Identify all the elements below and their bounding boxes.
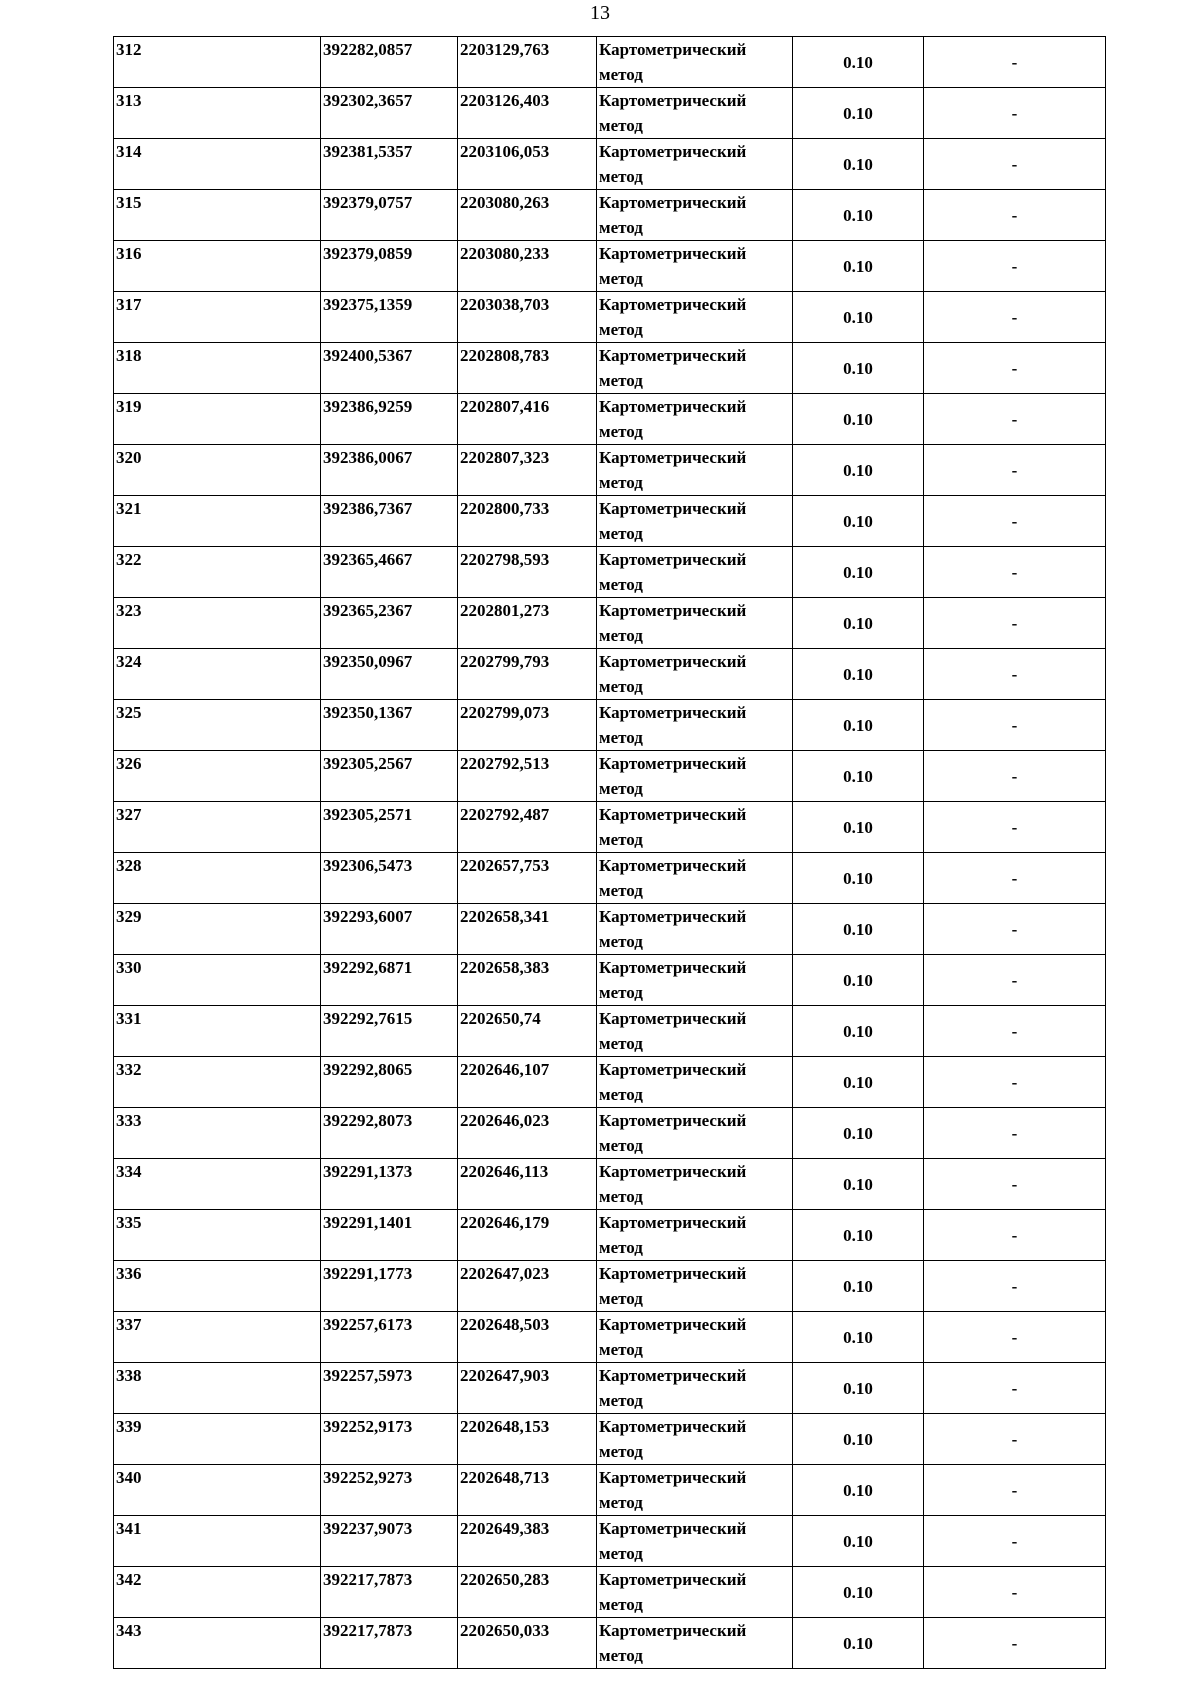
point-number-cell: 322 <box>114 547 321 598</box>
method-line-1: Картометрический <box>599 856 747 875</box>
description-cell: - <box>924 598 1106 649</box>
description-cell: - <box>924 547 1106 598</box>
y-coordinate-cell: 2202646,023 <box>458 1108 597 1159</box>
description-cell: - <box>924 1159 1106 1210</box>
x-coordinate-cell: 392381,5357 <box>321 139 458 190</box>
x-coordinate-cell: 392291,1773 <box>321 1261 458 1312</box>
x-coordinate-cell: 392302,3657 <box>321 88 458 139</box>
method-line-1: Картометрический <box>599 346 747 365</box>
method-line-2: метод <box>599 167 643 186</box>
table-row <box>114 700 1106 751</box>
page-number: 13 <box>590 2 610 24</box>
method-line-1: Картометрический <box>599 1009 747 1028</box>
method-cell <box>597 1414 793 1465</box>
description-cell: - <box>924 649 1106 700</box>
accuracy-cell: 0.10 <box>793 1312 924 1363</box>
point-number-cell: 318 <box>114 343 321 394</box>
point-number-cell: 320 <box>114 445 321 496</box>
method-cell <box>597 547 793 598</box>
method-line-1: Картометрический <box>599 1111 747 1130</box>
description-cell: - <box>924 751 1106 802</box>
point-number-cell: 331 <box>114 1006 321 1057</box>
y-coordinate-cell: 2202647,023 <box>458 1261 597 1312</box>
method-cell <box>597 649 793 700</box>
table-row <box>114 547 1106 598</box>
accuracy-cell: 0.10 <box>793 598 924 649</box>
method-line-1: Картометрический <box>599 244 747 263</box>
table-row <box>114 802 1106 853</box>
method-cell <box>597 1618 793 1669</box>
method-line-2: метод <box>599 881 643 900</box>
method-line-2: метод <box>599 218 643 237</box>
table-row <box>114 904 1106 955</box>
table-row <box>114 1465 1106 1516</box>
accuracy-cell: 0.10 <box>793 1567 924 1618</box>
table-row <box>114 1516 1106 1567</box>
method-line-1: Картометрический <box>599 499 747 518</box>
x-coordinate-cell: 392257,6173 <box>321 1312 458 1363</box>
x-coordinate-cell: 392291,1373 <box>321 1159 458 1210</box>
method-line-2: метод <box>599 1238 643 1257</box>
description-cell: - <box>924 1465 1106 1516</box>
point-number-cell: 333 <box>114 1108 321 1159</box>
table-row <box>114 751 1106 802</box>
accuracy-cell: 0.10 <box>793 700 924 751</box>
table-row <box>114 1414 1106 1465</box>
x-coordinate-cell: 392217,7873 <box>321 1567 458 1618</box>
method-cell <box>597 88 793 139</box>
x-coordinate-cell: 392379,0757 <box>321 190 458 241</box>
description-cell: - <box>924 37 1106 88</box>
accuracy-cell: 0.10 <box>793 1210 924 1261</box>
method-line-2: метод <box>599 524 643 543</box>
method-line-2: метод <box>599 1442 643 1461</box>
table-row <box>114 649 1106 700</box>
table-row <box>114 496 1106 547</box>
description-cell: - <box>924 1618 1106 1669</box>
point-number-cell: 323 <box>114 598 321 649</box>
method-cell <box>597 1465 793 1516</box>
method-line-1: Картометрический <box>599 550 747 569</box>
method-cell <box>597 496 793 547</box>
x-coordinate-cell: 392293,6007 <box>321 904 458 955</box>
y-coordinate-cell: 2202650,033 <box>458 1618 597 1669</box>
y-coordinate-cell: 2202648,153 <box>458 1414 597 1465</box>
x-coordinate-cell: 392292,8065 <box>321 1057 458 1108</box>
method-line-1: Картометрический <box>599 1213 747 1232</box>
y-coordinate-cell: 2202649,383 <box>458 1516 597 1567</box>
method-line-2: метод <box>599 1493 643 1512</box>
point-number-cell: 327 <box>114 802 321 853</box>
method-line-1: Картометрический <box>599 91 747 110</box>
y-coordinate-cell: 2202807,323 <box>458 445 597 496</box>
method-line-2: метод <box>599 677 643 696</box>
method-line-1: Картометрический <box>599 1162 747 1181</box>
method-line-1: Картометрический <box>599 295 747 314</box>
method-line-2: метод <box>599 1136 643 1155</box>
method-line-1: Картометрический <box>599 907 747 926</box>
table-row <box>114 88 1106 139</box>
point-number-cell: 324 <box>114 649 321 700</box>
point-number-cell: 326 <box>114 751 321 802</box>
point-number-cell: 341 <box>114 1516 321 1567</box>
accuracy-cell: 0.10 <box>793 751 924 802</box>
table-row <box>114 241 1106 292</box>
description-cell: - <box>924 445 1106 496</box>
point-number-cell: 340 <box>114 1465 321 1516</box>
description-cell: - <box>924 1363 1106 1414</box>
table-row <box>114 1618 1106 1669</box>
accuracy-cell: 0.10 <box>793 1261 924 1312</box>
point-number-cell: 321 <box>114 496 321 547</box>
method-line-1: Картометрический <box>599 1519 747 1538</box>
description-cell: - <box>924 1414 1106 1465</box>
accuracy-cell: 0.10 <box>793 1363 924 1414</box>
method-line-2: метод <box>599 116 643 135</box>
accuracy-cell: 0.10 <box>793 1108 924 1159</box>
method-line-2: метод <box>599 1187 643 1206</box>
method-line-2: метод <box>599 1340 643 1359</box>
x-coordinate-cell: 392291,1401 <box>321 1210 458 1261</box>
description-cell: - <box>924 88 1106 139</box>
y-coordinate-cell: 2202647,903 <box>458 1363 597 1414</box>
description-cell: - <box>924 955 1106 1006</box>
accuracy-cell: 0.10 <box>793 1414 924 1465</box>
method-line-2: метод <box>599 626 643 645</box>
x-coordinate-cell: 392386,0067 <box>321 445 458 496</box>
accuracy-cell: 0.10 <box>793 37 924 88</box>
method-line-1: Картометрический <box>599 448 747 467</box>
y-coordinate-cell: 2202807,416 <box>458 394 597 445</box>
method-line-1: Картометрический <box>599 1315 747 1334</box>
method-cell <box>597 853 793 904</box>
method-line-2: метод <box>599 1085 643 1104</box>
method-line-1: Картометрический <box>599 1468 747 1487</box>
method-line-1: Картометрический <box>599 652 747 671</box>
y-coordinate-cell: 2203080,263 <box>458 190 597 241</box>
y-coordinate-cell: 2202646,107 <box>458 1057 597 1108</box>
method-cell <box>597 292 793 343</box>
point-number-cell: 342 <box>114 1567 321 1618</box>
method-line-2: метод <box>599 1034 643 1053</box>
accuracy-cell: 0.10 <box>793 547 924 598</box>
description-cell: - <box>924 1567 1106 1618</box>
x-coordinate-cell: 392386,7367 <box>321 496 458 547</box>
method-line-1: Картометрический <box>599 754 747 773</box>
method-line-2: метод <box>599 575 643 594</box>
method-cell <box>597 1210 793 1261</box>
y-coordinate-cell: 2202799,073 <box>458 700 597 751</box>
table-row <box>114 1567 1106 1618</box>
accuracy-cell: 0.10 <box>793 292 924 343</box>
description-cell: - <box>924 1210 1106 1261</box>
method-line-1: Картометрический <box>599 805 747 824</box>
method-line-1: Картометрический <box>599 601 747 620</box>
method-cell <box>597 37 793 88</box>
table-row <box>114 1312 1106 1363</box>
description-cell: - <box>924 1312 1106 1363</box>
description-cell: - <box>924 904 1106 955</box>
method-line-1: Картометрический <box>599 142 747 161</box>
method-line-2: метод <box>599 1646 643 1665</box>
method-line-2: метод <box>599 1289 643 1308</box>
table-row <box>114 1057 1106 1108</box>
method-cell <box>597 241 793 292</box>
accuracy-cell: 0.10 <box>793 496 924 547</box>
accuracy-cell: 0.10 <box>793 88 924 139</box>
method-cell <box>597 1516 793 1567</box>
method-cell <box>597 1159 793 1210</box>
method-line-2: метод <box>599 65 643 84</box>
y-coordinate-cell: 2202650,283 <box>458 1567 597 1618</box>
point-number-cell: 314 <box>114 139 321 190</box>
method-line-1: Картометрический <box>599 1264 747 1283</box>
method-cell <box>597 700 793 751</box>
y-coordinate-cell: 2202646,179 <box>458 1210 597 1261</box>
method-line-2: метод <box>599 779 643 798</box>
x-coordinate-cell: 392257,5973 <box>321 1363 458 1414</box>
table-row <box>114 1261 1106 1312</box>
method-cell <box>597 1567 793 1618</box>
y-coordinate-cell: 2203129,763 <box>458 37 597 88</box>
x-coordinate-cell: 392350,0967 <box>321 649 458 700</box>
y-coordinate-cell: 2202792,487 <box>458 802 597 853</box>
method-line-2: метод <box>599 728 643 747</box>
point-number-cell: 336 <box>114 1261 321 1312</box>
accuracy-cell: 0.10 <box>793 955 924 1006</box>
description-cell: - <box>924 241 1106 292</box>
y-coordinate-cell: 2202800,733 <box>458 496 597 547</box>
y-coordinate-cell: 2202657,753 <box>458 853 597 904</box>
y-coordinate-cell: 2203038,703 <box>458 292 597 343</box>
x-coordinate-cell: 392379,0859 <box>321 241 458 292</box>
point-number-cell: 338 <box>114 1363 321 1414</box>
method-line-2: метод <box>599 1544 643 1563</box>
y-coordinate-cell: 2202658,383 <box>458 955 597 1006</box>
method-line-2: метод <box>599 371 643 390</box>
x-coordinate-cell: 392292,8073 <box>321 1108 458 1159</box>
description-cell: - <box>924 802 1106 853</box>
accuracy-cell: 0.10 <box>793 445 924 496</box>
method-line-2: метод <box>599 932 643 951</box>
method-cell <box>597 802 793 853</box>
accuracy-cell: 0.10 <box>793 139 924 190</box>
point-number-cell: 315 <box>114 190 321 241</box>
method-cell <box>597 955 793 1006</box>
method-line-2: метод <box>599 1595 643 1614</box>
x-coordinate-cell: 392305,2567 <box>321 751 458 802</box>
y-coordinate-cell: 2202808,783 <box>458 343 597 394</box>
description-cell: - <box>924 1006 1106 1057</box>
x-coordinate-cell: 392237,9073 <box>321 1516 458 1567</box>
accuracy-cell: 0.10 <box>793 1057 924 1108</box>
description-cell: - <box>924 700 1106 751</box>
method-cell <box>597 904 793 955</box>
y-coordinate-cell: 2202648,503 <box>458 1312 597 1363</box>
description-cell: - <box>924 139 1106 190</box>
table-row <box>114 37 1106 88</box>
point-number-cell: 328 <box>114 853 321 904</box>
x-coordinate-cell: 392217,7873 <box>321 1618 458 1669</box>
y-coordinate-cell: 2202650,74 <box>458 1006 597 1057</box>
table-row <box>114 343 1106 394</box>
method-cell <box>597 343 793 394</box>
method-cell <box>597 190 793 241</box>
x-coordinate-cell: 392375,1359 <box>321 292 458 343</box>
method-line-1: Картометрический <box>599 1417 747 1436</box>
method-line-1: Картометрический <box>599 193 747 212</box>
table-row <box>114 853 1106 904</box>
method-cell <box>597 1312 793 1363</box>
table-row <box>114 1159 1106 1210</box>
description-cell: - <box>924 394 1106 445</box>
method-line-1: Картометрический <box>599 1621 747 1640</box>
accuracy-cell: 0.10 <box>793 904 924 955</box>
description-cell: - <box>924 853 1106 904</box>
table-row <box>114 955 1106 1006</box>
method-cell <box>597 751 793 802</box>
accuracy-cell: 0.10 <box>793 1006 924 1057</box>
method-cell <box>597 445 793 496</box>
x-coordinate-cell: 392292,6871 <box>321 955 458 1006</box>
method-line-2: метод <box>599 983 643 1002</box>
method-line-1: Картометрический <box>599 703 747 722</box>
y-coordinate-cell: 2202646,113 <box>458 1159 597 1210</box>
x-coordinate-cell: 392305,2571 <box>321 802 458 853</box>
point-number-cell: 329 <box>114 904 321 955</box>
point-number-cell: 330 <box>114 955 321 1006</box>
method-line-1: Картометрический <box>599 397 747 416</box>
method-cell <box>597 1261 793 1312</box>
table-body <box>114 37 1106 1669</box>
description-cell: - <box>924 292 1106 343</box>
table-row <box>114 1210 1106 1261</box>
accuracy-cell: 0.10 <box>793 853 924 904</box>
x-coordinate-cell: 392386,9259 <box>321 394 458 445</box>
point-number-cell: 335 <box>114 1210 321 1261</box>
description-cell: - <box>924 1516 1106 1567</box>
point-number-cell: 317 <box>114 292 321 343</box>
accuracy-cell: 0.10 <box>793 1516 924 1567</box>
accuracy-cell: 0.10 <box>793 394 924 445</box>
table-row <box>114 190 1106 241</box>
point-number-cell: 332 <box>114 1057 321 1108</box>
y-coordinate-cell: 2202799,793 <box>458 649 597 700</box>
y-coordinate-cell: 2202792,513 <box>458 751 597 802</box>
accuracy-cell: 0.10 <box>793 649 924 700</box>
point-number-cell: 312 <box>114 37 321 88</box>
x-coordinate-cell: 392282,0857 <box>321 37 458 88</box>
accuracy-cell: 0.10 <box>793 1159 924 1210</box>
method-cell <box>597 394 793 445</box>
table-row <box>114 1108 1106 1159</box>
method-line-2: метод <box>599 422 643 441</box>
method-cell <box>597 1057 793 1108</box>
y-coordinate-cell: 2203106,053 <box>458 139 597 190</box>
description-cell: - <box>924 343 1106 394</box>
method-line-1: Картометрический <box>599 1570 747 1589</box>
x-coordinate-cell: 392350,1367 <box>321 700 458 751</box>
y-coordinate-cell: 2202798,593 <box>458 547 597 598</box>
description-cell: - <box>924 190 1106 241</box>
x-coordinate-cell: 392252,9273 <box>321 1465 458 1516</box>
point-number-cell: 337 <box>114 1312 321 1363</box>
description-cell: - <box>924 1108 1106 1159</box>
table-row <box>114 292 1106 343</box>
accuracy-cell: 0.10 <box>793 241 924 292</box>
y-coordinate-cell: 2202658,341 <box>458 904 597 955</box>
y-coordinate-cell: 2202801,273 <box>458 598 597 649</box>
point-number-cell: 343 <box>114 1618 321 1669</box>
table-row <box>114 445 1106 496</box>
accuracy-cell: 0.10 <box>793 343 924 394</box>
table-row <box>114 139 1106 190</box>
point-number-cell: 316 <box>114 241 321 292</box>
y-coordinate-cell: 2203080,233 <box>458 241 597 292</box>
point-number-cell: 334 <box>114 1159 321 1210</box>
method-cell <box>597 1363 793 1414</box>
accuracy-cell: 0.10 <box>793 1465 924 1516</box>
table-row <box>114 1006 1106 1057</box>
method-cell <box>597 139 793 190</box>
method-line-1: Картометрический <box>599 958 747 977</box>
method-line-2: метод <box>599 473 643 492</box>
table-row <box>114 598 1106 649</box>
point-number-cell: 319 <box>114 394 321 445</box>
y-coordinate-cell: 2202648,713 <box>458 1465 597 1516</box>
x-coordinate-cell: 392292,7615 <box>321 1006 458 1057</box>
x-coordinate-cell: 392365,2367 <box>321 598 458 649</box>
x-coordinate-cell: 392306,5473 <box>321 853 458 904</box>
accuracy-cell: 0.10 <box>793 802 924 853</box>
table-row <box>114 394 1106 445</box>
coordinates-table <box>113 36 1106 1669</box>
table-row <box>114 1363 1106 1414</box>
point-number-cell: 339 <box>114 1414 321 1465</box>
x-coordinate-cell: 392365,4667 <box>321 547 458 598</box>
method-cell <box>597 1108 793 1159</box>
method-line-1: Картометрический <box>599 1366 747 1385</box>
point-number-cell: 325 <box>114 700 321 751</box>
y-coordinate-cell: 2203126,403 <box>458 88 597 139</box>
method-cell <box>597 1006 793 1057</box>
description-cell: - <box>924 1057 1106 1108</box>
accuracy-cell: 0.10 <box>793 190 924 241</box>
description-cell: - <box>924 1261 1106 1312</box>
method-cell <box>597 598 793 649</box>
method-line-2: метод <box>599 269 643 288</box>
method-line-2: метод <box>599 1391 643 1410</box>
accuracy-cell: 0.10 <box>793 1618 924 1669</box>
method-line-2: метод <box>599 830 643 849</box>
method-line-1: Картометрический <box>599 1060 747 1079</box>
x-coordinate-cell: 392400,5367 <box>321 343 458 394</box>
method-line-2: метод <box>599 320 643 339</box>
x-coordinate-cell: 392252,9173 <box>321 1414 458 1465</box>
method-line-1: Картометрический <box>599 40 747 59</box>
description-cell: - <box>924 496 1106 547</box>
point-number-cell: 313 <box>114 88 321 139</box>
